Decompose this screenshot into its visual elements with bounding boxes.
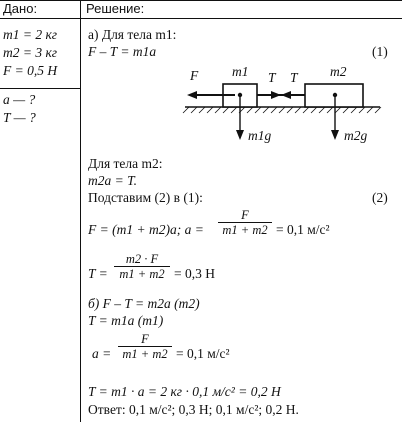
part-a-title: а) Для тела m1: [88,27,177,42]
equation-1: F – T = m1a [88,44,157,59]
given-F: F = 0,5 Н [3,63,58,78]
label-m2g: m2g⃗ [344,128,378,143]
equation-1-number: (1) [372,44,388,59]
solution-header: Решение: [86,1,145,16]
line-a2-prefix: a = [92,346,112,361]
body2-title: Для тела m2: [88,156,163,171]
answer: Ответ: 0,1 м/с²; 0,3 Н; 0,1 м/с²; 0,2 Н. [88,402,299,417]
equation-2-number: (2) [372,190,388,205]
label-m1g: m1g⃗ [248,128,282,143]
result-a: = 0,1 м/с² [276,222,330,237]
line-T-prefix: T = [88,266,108,281]
label-F: F⃗ [190,68,209,83]
result-a2: = 0,1 м/с² [176,346,230,361]
label-m2: m2 [330,64,347,79]
part-b-line2: T = m1a (m1) [88,313,164,328]
fraction-T [114,252,170,281]
fraction-a-denominator: m1 + m2 [222,223,268,237]
label-T-left: T⃗ [268,70,287,85]
given-header: Дано: [3,1,38,16]
result-T: = 0,3 Н [174,266,215,281]
equation-2: m2a = T. [88,173,137,188]
label-m1: m1 [232,64,249,79]
fraction-a [218,208,272,237]
label-T-right: T⃗ [290,70,309,85]
line-F: F = (m1 + m2)a; a = [88,222,204,237]
part-b-title: б) F – T = m2a (m2) [88,296,200,311]
fraction-a2-numerator: F [141,332,149,346]
unknown-a: a — ? [3,92,36,107]
line-T2: T = m1 · a = 2 кг · 0,1 м/с² = 0,2 Н [88,384,281,399]
fraction-T-denominator: m1 + m2 [119,267,165,281]
given-m1: m1 = 2 кг [3,27,58,42]
fraction-a2-denominator: m1 + m2 [122,347,168,361]
fraction-a-numerator: F [241,208,249,222]
fraction-T-numerator: m2 · F [125,252,159,266]
fraction-a2 [118,332,172,361]
substitution-note: Подставим (2) в (1): [88,190,203,205]
given-m2: m2 = 3 кг [3,45,58,60]
unknown-T: T — ? [3,110,36,125]
